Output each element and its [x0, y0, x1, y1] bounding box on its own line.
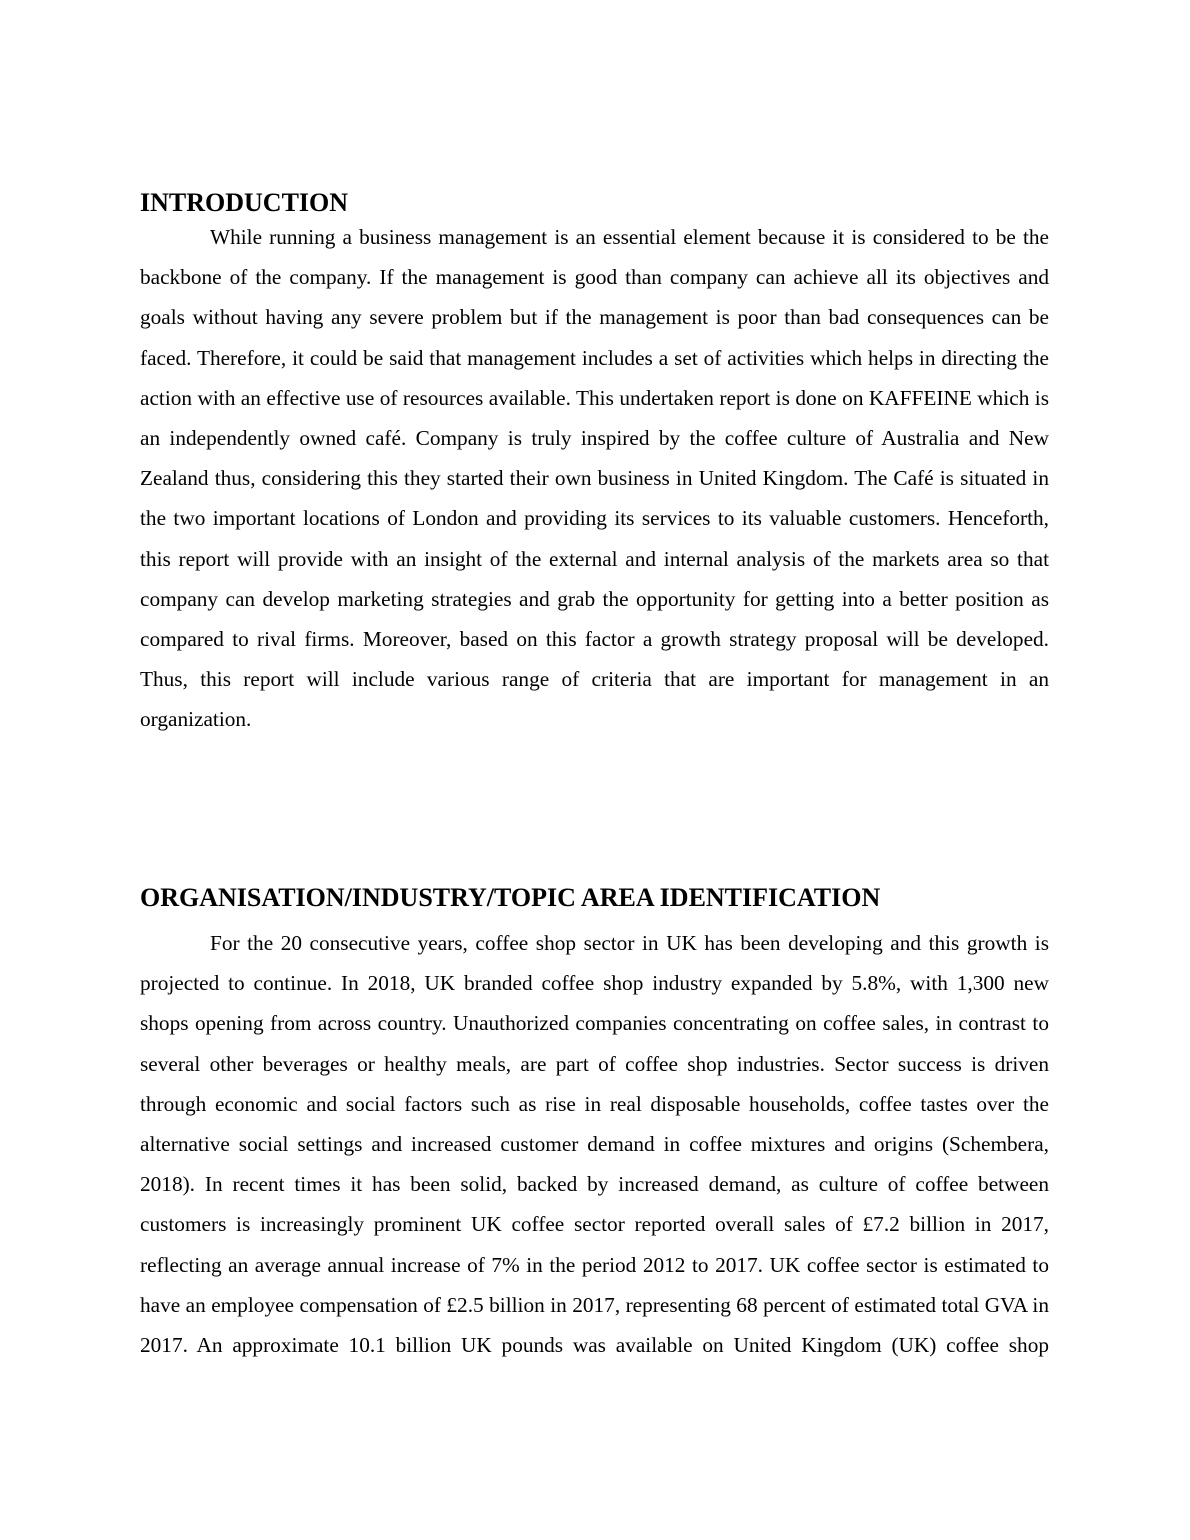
- introduction-heading: INTRODUCTION: [140, 188, 349, 217]
- introduction-paragraph: While running a business management is an essential element because it is considered to be the backbone of the company. If the management is good than company can achieve all its objectives and goals without having any severe problem but if the management is poor than bad consequences can be faced. Therefore, it could be said that management includes a set of activities which helps in directing the action with an effective use of resources available. This undertaken report is done on KAFFEINE which is an independently owned café. Company is truly inspired by the coffee culture of Australia and New Zealand thus, considering this they started their own business in United Kingdom. The Café is situated in the two important locations of London and providing its services to its valuable customers. Henceforth, this report will provide with an insight of the external and internal analysis of the markets area so that company can develop marketing strategies and grab the opportunity for getting into a better position as compared to rival firms. Moreover, based on this factor a growth strategy proposal will be developed. Thus, this report will include various range of criteria that are important for management in an organization.: [140, 225, 1049, 732]
- identification-paragraph: For the 20 consecutive years, coffee shop sector in UK has been developing and this growth is projected to continue. In 2018, UK branded coffee shop industry expanded by 5.8%, with 1,300 new shops opening from across country. Unauthorized companies concentrating on coffee sales, in contrast to several other beverages or healthy meals, are part of coffee shop industries. Sector success is driven through economic and social factors such as rise in real disposable households, coffee tastes over the alternative social settings and increased customer demand in coffee mixtures and origins (Schembera, 2018). In recent times it has been solid, backed by increased demand, as culture of coffee between customers is increasingly prominent UK coffee sector reported overall sales of £7.2 billion in 2017, reflecting an average annual increase of 7% in the period 2012 to 2017. UK coffee sector is estimated to have an employee compensation of £2.5 billion in 2017, representing 68 percent of estimated total GVA in 2017. An approximate 10.1 billion UK pounds was available on United Kingdom (UK) coffee shop: [140, 931, 1049, 1358]
- identification-heading: ORGANISATION/INDUSTRY/TOPIC AREA IDENTIFICATION: [140, 883, 881, 912]
